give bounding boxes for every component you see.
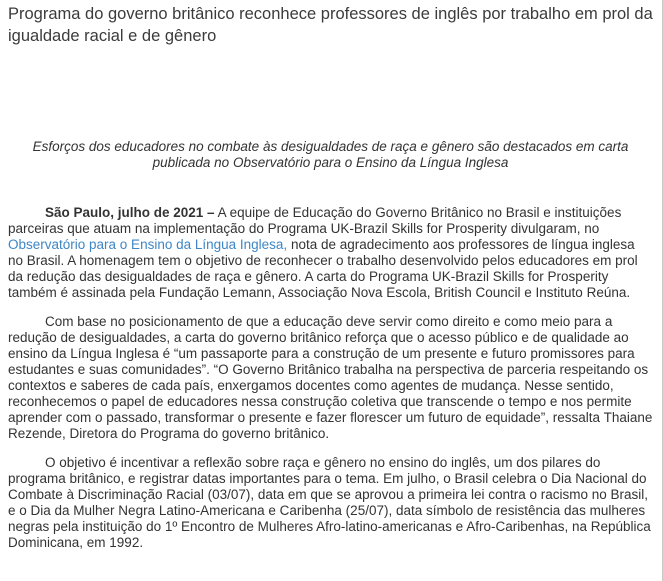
article-subtitle: Esforços dos educadores no combate às desigualdades de raça e gênero são destacados em carta publicada no Observatório para o Ensino da Língua Inglesa	[32, 139, 629, 170]
paragraph-1-text-after-link: nota de agradecimento aos professores de língua inglesa no Brasil. A homenagem tem o objetivo de reconhecer o trabalho desenvolvido pelos educadores em prol da redução das desigualdades de raça e gênero. A carta do Programa UK-Brazil Skills for Prosperity também é assinada pela Fundação Lemann, Associação Nova Escola, British Council e Instituto Reúna.	[8, 237, 638, 300]
dateline-bold: São Paulo, julho de 2021 –	[45, 205, 215, 220]
paragraph-1-text-before-link: A equipe de Educação do Governo Britânico no Brasil e instituições parceiras que atuam na implementação do Programa UK-Brazil Skills for Prosperity divulgaram, no	[8, 205, 622, 236]
paragraph-quote: Com base no posicionamento de que a educação deve servir como direito e como meio para a redução de desigualdades, a carta do governo britânico reforça que o acesso público e de qualidade ao ensino da Língua Inglesa é “um passaporte para a construção de um presente e futuro promissores para estudantes e suas comunidades”. “O Governo Britânico trabalha na perspectiva de parceria respeitando os contextos e saberes de cada país, enxergamos docentes como agentes de mudança. Nesse sentido, reconhecemos o papel de educadores nessa construção coletiva que transcende o tempo e nos permite aprender com o passado, transformar o presente e fazer florescer um futuro de equidade”, ressalta Thaiane Rezende, Diretora do Programa do governo britânico.	[8, 314, 653, 441]
article-title: Programa do governo britânico reconhece professores de inglês por trabalho em prol da igualdade racial e de gênero	[8, 5, 653, 45]
paragraph-dates: O objetivo é incentivar a reflexão sobre raça e gênero no ensino do inglês, um dos pilares do programa britânico, e registrar datas importantes para o tema. Em julho, o Brasil celebra o Dia Nacional do Combate à Discriminação Racial (03/07), data em que se aprovou a primeira lei contra o racismo no Brasil, e o Dia da Mulher Negra Latino-Americana e Caribenha (25/07), data símbolo de resistência das mulheres negras pela instituição do 1º Encontro de Mulheres Afro-latino-americanas e Afro-Caribenhas, na República Dominicana, em 1992.	[8, 455, 651, 550]
observatorio-link[interactable]: Observatório para o Ensino da Língua Inglesa,	[8, 237, 288, 252]
paragraph-dateline	[8, 205, 653, 301]
